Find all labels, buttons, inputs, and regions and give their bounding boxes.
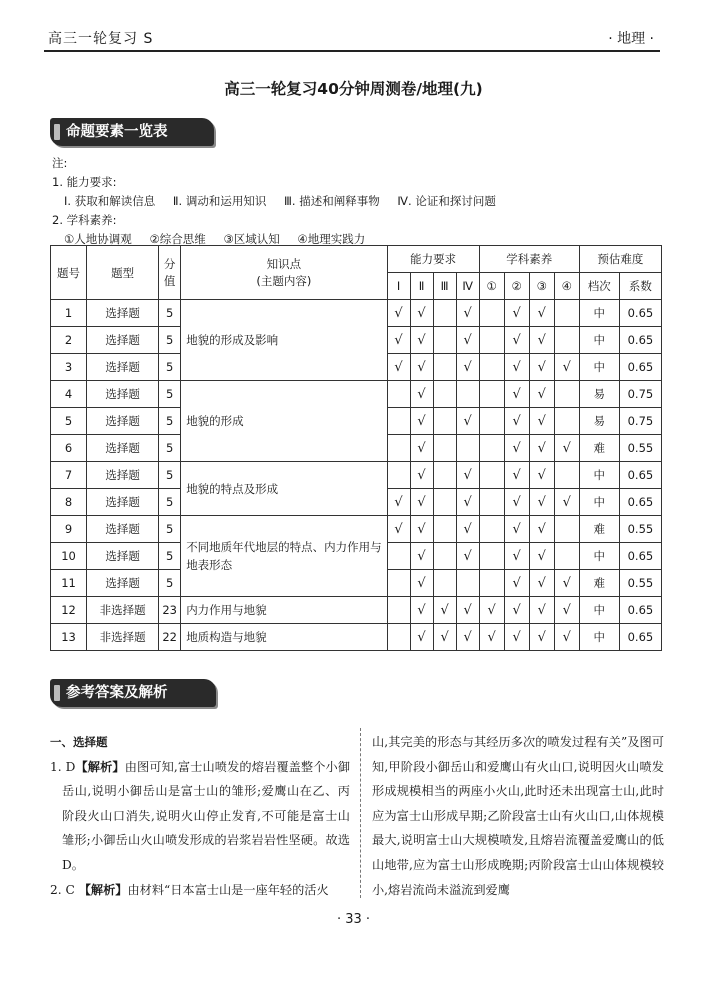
cell-mark: √ [479, 624, 504, 651]
header-score [159, 246, 181, 300]
cell-level: 中 [579, 543, 619, 570]
cell-mark [554, 543, 579, 570]
cell-coef: 0.55 [619, 516, 661, 543]
header-score-1: 分 [163, 256, 176, 271]
cell-num: 3 [51, 354, 87, 381]
answers-section-title: 一、选择题 [50, 735, 108, 749]
cell-mark: √ [456, 300, 479, 327]
header-difficulty: 预估难度 [579, 246, 661, 273]
cell-score: 5 [159, 570, 181, 597]
literacy-item: ③区域认知 [223, 232, 280, 246]
cell-mark: √ [504, 408, 529, 435]
page-header [44, 26, 660, 52]
cell-mark: √ [410, 408, 433, 435]
cell-level: 易 [579, 408, 619, 435]
cell-mark [479, 435, 504, 462]
answer-1-tag: 【解析】 [75, 759, 125, 774]
header-knowledge-2: (主题内容) [256, 273, 312, 288]
cell-mark: √ [504, 597, 529, 624]
cell-mark: √ [529, 489, 554, 516]
cell-level: 中 [579, 489, 619, 516]
cell-mark [433, 381, 456, 408]
cell-level: 中 [579, 354, 619, 381]
cell-mark: √ [554, 435, 579, 462]
cell-type: 非选择题 [87, 624, 159, 651]
cell-mark [456, 381, 479, 408]
cell-mark: √ [410, 624, 433, 651]
cell-mark: √ [554, 570, 579, 597]
cell-mark: √ [529, 543, 554, 570]
answer-1-text: 由图可知,富士山喷发的熔岩覆盖整个小御岳山,说明小御岳山是富士山的雏形;爱鹰山在乙、丙阶段火山口消失,说明火山停止发育,不可能是富士山雏形;小御岳山火山喷发形成的岩浆岩岩性坚硬。故选D。 [62, 759, 351, 872]
cell-mark [433, 543, 456, 570]
cell-mark: √ [504, 354, 529, 381]
cell-mark: √ [410, 543, 433, 570]
cell-mark [433, 327, 456, 354]
cell-mark: √ [387, 516, 410, 543]
banner-chip-icon [54, 685, 60, 701]
banner-label: 命题要素一览表 [66, 124, 168, 140]
table-row [51, 462, 662, 489]
table-row [51, 597, 662, 624]
cell-mark [554, 381, 579, 408]
cell-num: 1 [51, 300, 87, 327]
cell-mark: √ [433, 624, 456, 651]
cell-mark: √ [504, 300, 529, 327]
cell-num: 2 [51, 327, 87, 354]
cell-mark [479, 300, 504, 327]
header-ability-col: Ⅲ [433, 273, 456, 300]
cell-type: 选择题 [87, 381, 159, 408]
cell-mark [433, 354, 456, 381]
cell-mark: √ [456, 624, 479, 651]
cell-coef: 0.65 [619, 624, 661, 651]
cell-mark: √ [554, 489, 579, 516]
cell-num: 13 [51, 624, 87, 651]
cell-mark: √ [387, 489, 410, 516]
cell-topic: 地貌的形成及影响 [181, 300, 387, 381]
cell-coef: 0.75 [619, 381, 661, 408]
cell-coef: 0.65 [619, 300, 661, 327]
cell-mark [387, 462, 410, 489]
cell-mark: √ [504, 624, 529, 651]
cell-mark: √ [410, 327, 433, 354]
cell-mark: √ [456, 327, 479, 354]
ability-item: Ⅰ. 获取和解读信息 [64, 194, 156, 208]
answer-2-continued: 山,其完美的形态与其经历多次的喷发过程有关”及图可知,甲阶段小御岳山和爱鹰山有火山口,说明因火山喷发形成规模相当的两座小火山,此时还未出现富士山,此时应为富士山形成早期;乙阶段富士山有火山口,山体规模最大,说明富士山大规模喷发,且熔岩流覆盖爱鹰山的低山地带,应为富士山形成晚期;丙阶段富士山山体规模较小,熔岩流尚未溢流到爱鹰 [372, 735, 664, 897]
cell-topic: 地貌的形成 [181, 381, 387, 462]
ability-list [52, 192, 652, 211]
header-literacy-col: ④ [554, 273, 579, 300]
cell-coef: 0.65 [619, 543, 661, 570]
cell-mark: √ [387, 354, 410, 381]
cell-mark [433, 435, 456, 462]
ability-item: Ⅲ. 描述和阐释事物 [284, 194, 380, 208]
cell-mark [554, 516, 579, 543]
cell-score: 5 [159, 543, 181, 570]
cell-num: 9 [51, 516, 87, 543]
cell-mark: √ [456, 462, 479, 489]
cell-type: 选择题 [87, 354, 159, 381]
cell-type: 选择题 [87, 435, 159, 462]
cell-topic: 地质构造与地貌 [181, 624, 387, 651]
cell-num: 6 [51, 435, 87, 462]
cell-coef: 0.75 [619, 408, 661, 435]
header-literacy-col: ① [479, 273, 504, 300]
cell-score: 5 [159, 327, 181, 354]
cell-mark [479, 543, 504, 570]
cell-mark [387, 570, 410, 597]
cell-mark: √ [410, 516, 433, 543]
cell-mark [433, 462, 456, 489]
cell-score: 23 [159, 597, 181, 624]
cell-mark [433, 516, 456, 543]
cell-score: 5 [159, 408, 181, 435]
cell-score: 5 [159, 300, 181, 327]
cell-mark: √ [387, 327, 410, 354]
page-number: · 33 · [336, 912, 371, 927]
cell-mark: √ [410, 381, 433, 408]
cell-score: 5 [159, 381, 181, 408]
header-course: 高三一轮复习 S [48, 31, 154, 47]
cell-level: 中 [579, 300, 619, 327]
cell-level: 中 [579, 597, 619, 624]
cell-coef: 0.65 [619, 462, 661, 489]
cell-mark: √ [504, 543, 529, 570]
cell-mark [479, 570, 504, 597]
cell-score: 5 [159, 489, 181, 516]
answer-1-num: 1. D [50, 759, 76, 774]
cell-mark: √ [529, 570, 554, 597]
cell-mark: √ [504, 435, 529, 462]
cell-coef: 0.65 [619, 354, 661, 381]
cell-type: 非选择题 [87, 597, 159, 624]
cell-mark [554, 300, 579, 327]
cell-mark: √ [504, 462, 529, 489]
header-literacy: 学科素养 [479, 246, 579, 273]
cell-mark: √ [387, 300, 410, 327]
cell-mark [456, 435, 479, 462]
cell-type: 选择题 [87, 570, 159, 597]
cell-mark: √ [529, 327, 554, 354]
cell-mark: √ [529, 516, 554, 543]
header-literacy-col: ③ [529, 273, 554, 300]
cell-mark: √ [554, 354, 579, 381]
cell-mark: √ [529, 381, 554, 408]
cell-mark [456, 570, 479, 597]
answers-right-column [372, 730, 664, 902]
cell-level: 中 [579, 462, 619, 489]
cell-coef: 0.65 [619, 489, 661, 516]
cell-mark: √ [410, 462, 433, 489]
banner-label: 参考答案及解析 [66, 685, 168, 701]
header-level: 档次 [579, 273, 619, 300]
cell-mark: √ [433, 597, 456, 624]
cell-mark [387, 408, 410, 435]
cell-mark: √ [410, 300, 433, 327]
cell-num: 12 [51, 597, 87, 624]
cell-mark: √ [410, 489, 433, 516]
cell-mark: √ [410, 597, 433, 624]
cell-mark: √ [529, 354, 554, 381]
answer-2 [50, 878, 350, 903]
answer-2-tag: 【解析】 [78, 882, 128, 897]
cell-type: 选择题 [87, 543, 159, 570]
cell-mark [433, 300, 456, 327]
cell-mark: √ [410, 570, 433, 597]
cell-mark: √ [456, 516, 479, 543]
table-row [51, 300, 662, 327]
literacy-item: ①人地协调观 [64, 232, 132, 246]
cell-mark: √ [529, 597, 554, 624]
literacy-title: 2. 学科素养: [52, 213, 117, 227]
cell-num: 7 [51, 462, 87, 489]
cell-mark: √ [479, 597, 504, 624]
section-banner-overview [50, 118, 214, 146]
ability-title: 1. 能力要求: [52, 175, 117, 189]
header-knowledge [181, 246, 387, 300]
cell-mark: √ [554, 624, 579, 651]
header-ability-col: Ⅱ [410, 273, 433, 300]
literacy-item: ④地理实践力 [297, 232, 366, 246]
notes-label: 注: [52, 156, 68, 170]
cell-level: 中 [579, 624, 619, 651]
ability-item: Ⅳ. 论证和探讨问题 [397, 194, 496, 208]
header-num: 题号 [51, 246, 87, 300]
cell-num: 4 [51, 381, 87, 408]
section-banner-answers [50, 679, 216, 707]
header-type: 题型 [87, 246, 159, 300]
cell-mark: √ [504, 516, 529, 543]
cell-mark: √ [504, 381, 529, 408]
header-score-2: 值 [163, 273, 176, 288]
cell-mark [479, 489, 504, 516]
answers-left-column [50, 730, 350, 902]
cell-mark [387, 381, 410, 408]
cell-mark [433, 489, 456, 516]
cell-coef: 0.65 [619, 597, 661, 624]
cell-topic: 地貌的特点及形成 [181, 462, 387, 516]
table-row [51, 516, 662, 543]
column-divider [360, 728, 361, 898]
cell-mark [479, 354, 504, 381]
cell-mark [387, 435, 410, 462]
cell-mark [479, 462, 504, 489]
cell-mark: √ [529, 435, 554, 462]
cell-mark [433, 408, 456, 435]
header-literacy-col: ② [504, 273, 529, 300]
cell-mark [387, 624, 410, 651]
answer-2-text: 由材料“日本富士山是一座年轻的活火 [127, 882, 329, 897]
cell-mark [479, 516, 504, 543]
cell-mark [479, 327, 504, 354]
cell-mark: √ [504, 489, 529, 516]
cell-type: 选择题 [87, 300, 159, 327]
cell-mark: √ [456, 408, 479, 435]
cell-mark [479, 408, 504, 435]
cell-mark: √ [410, 354, 433, 381]
cell-mark [554, 462, 579, 489]
cell-mark: √ [456, 597, 479, 624]
cell-level: 难 [579, 570, 619, 597]
cell-mark [433, 570, 456, 597]
cell-num: 10 [51, 543, 87, 570]
cell-topic: 内力作用与地貌 [181, 597, 387, 624]
cell-mark: √ [410, 435, 433, 462]
cell-topic: 不同地质年代地层的特点、内力作用与地表形态 [181, 516, 387, 597]
cell-score: 5 [159, 462, 181, 489]
cell-score: 5 [159, 435, 181, 462]
cell-level: 易 [579, 381, 619, 408]
literacy-item: ②综合思维 [149, 232, 206, 246]
cell-num: 5 [51, 408, 87, 435]
cell-mark [554, 327, 579, 354]
header-knowledge-1: 知识点 [266, 256, 302, 271]
cell-type: 选择题 [87, 489, 159, 516]
cell-level: 难 [579, 435, 619, 462]
notes-block [52, 154, 652, 249]
cell-num: 8 [51, 489, 87, 516]
cell-score: 5 [159, 516, 181, 543]
table-row [51, 381, 662, 408]
cell-mark: √ [529, 624, 554, 651]
header-ability: 能力要求 [387, 246, 479, 273]
header-ability-col: Ⅰ [387, 273, 410, 300]
answer-1 [50, 755, 350, 878]
cell-mark: √ [529, 408, 554, 435]
cell-score: 22 [159, 624, 181, 651]
table-row [51, 624, 662, 651]
cell-score: 5 [159, 354, 181, 381]
cell-coef: 0.55 [619, 435, 661, 462]
cell-mark: √ [456, 354, 479, 381]
cell-mark: √ [529, 300, 554, 327]
cell-mark: √ [504, 570, 529, 597]
cell-coef: 0.55 [619, 570, 661, 597]
cell-type: 选择题 [87, 516, 159, 543]
cell-mark [387, 597, 410, 624]
answer-2-num: 2. C [50, 882, 75, 897]
banner-chip-icon [54, 124, 60, 140]
cell-type: 选择题 [87, 408, 159, 435]
page-title: 高三一轮复习40分钟周测卷/地理(九) [224, 80, 483, 98]
cell-level: 中 [579, 327, 619, 354]
question-elements-table [50, 245, 662, 651]
cell-mark [479, 381, 504, 408]
header-coef: 系数 [619, 273, 661, 300]
cell-coef: 0.65 [619, 327, 661, 354]
cell-mark [387, 543, 410, 570]
cell-mark: √ [456, 489, 479, 516]
cell-mark: √ [554, 597, 579, 624]
header-ability-col: Ⅳ [456, 273, 479, 300]
cell-mark: √ [529, 462, 554, 489]
cell-type: 选择题 [87, 462, 159, 489]
cell-num: 11 [51, 570, 87, 597]
cell-type: 选择题 [87, 327, 159, 354]
cell-mark: √ [456, 543, 479, 570]
ability-item: Ⅱ. 调动和运用知识 [172, 194, 267, 208]
header-subject: · 地理 · [608, 31, 654, 47]
cell-level: 难 [579, 516, 619, 543]
cell-mark: √ [504, 327, 529, 354]
cell-mark [554, 408, 579, 435]
